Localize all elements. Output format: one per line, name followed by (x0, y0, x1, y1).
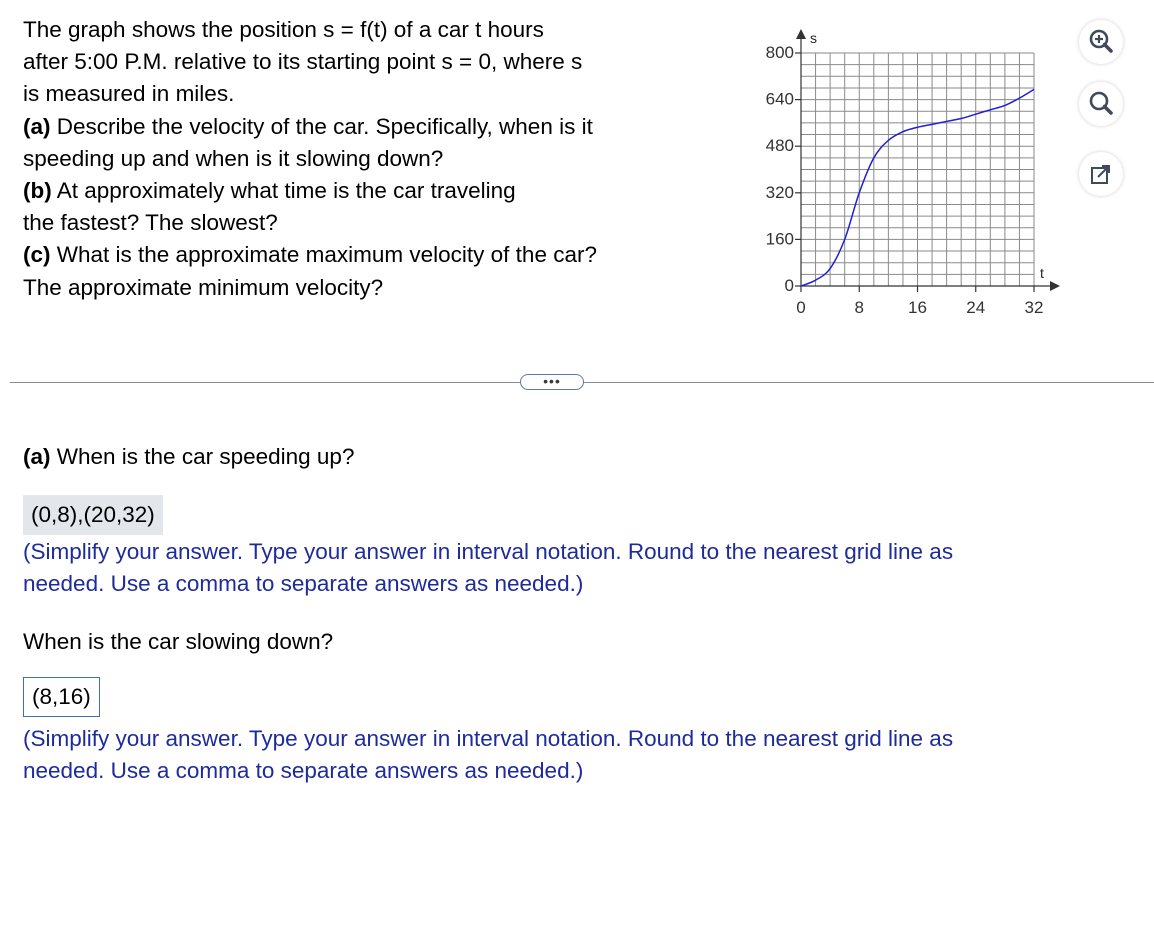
part-b-label: (b) (23, 178, 52, 204)
x-axis-arrow (1050, 281, 1060, 291)
question-text (23, 14, 723, 304)
question-line: after 5:00 P.M. relative to its starting point s = 0, where s (23, 49, 583, 75)
x-tick-label: 16 (908, 298, 927, 317)
speeding-up-prompt (23, 442, 354, 472)
y-tick-label: 160 (765, 229, 794, 249)
question-line: The graph shows the position s = f(t) of a car t hours (23, 17, 544, 42)
part-a-text: Describe the velocity of the car. Specifically, when is it (56, 113, 593, 139)
hint-line: needed. Use a comma to separate answers as needed.) (23, 571, 584, 596)
y-tick-label: 480 (765, 136, 794, 156)
x-tick-label: 0 (796, 298, 806, 317)
x-tick-label: 24 (966, 298, 986, 317)
position-graph (752, 20, 1072, 320)
part-c-text: What is the approximate maximum velocity of the car? (56, 242, 597, 268)
y-tick-label: 320 (765, 182, 794, 202)
y-tick-label: 0 (784, 276, 794, 295)
part-a-line: speeding up and when is it slowing down? (23, 145, 444, 171)
question-line: is measured in miles. (23, 81, 235, 107)
speeding-up-answer[interactable]: (0,8),(20,32) (23, 495, 163, 535)
zoom-out-button[interactable] (1079, 82, 1123, 126)
expand-more-button[interactable]: ••• (520, 374, 584, 390)
hint-line: (Simplify your answer. Type your answer in interval notation. Round to the nearest grid line as (23, 726, 954, 751)
y-tick-label: 640 (765, 89, 794, 109)
part-b-text: At approximately what time is the car traveling (56, 178, 516, 204)
hint-line: needed. Use a comma to separate answers as needed.) (23, 758, 584, 783)
x-axis-label: t (1040, 265, 1044, 281)
part-b-line: the fastest? The slowest? (23, 210, 278, 236)
y-axis-arrow (796, 29, 806, 39)
speeding-up-hint (23, 536, 1133, 600)
y-tick-label: 800 (765, 43, 794, 62)
slowing-down-hint (23, 723, 1133, 787)
zoom-in-button[interactable] (1079, 20, 1123, 64)
slowing-down-prompt: When is the car slowing down? (23, 629, 334, 654)
part-a-label: (a) (23, 113, 51, 139)
speeding-up-prompt-text: When is the car speeding up? (56, 444, 355, 469)
x-tick-label: 8 (854, 298, 864, 317)
part-c-line: The approximate minimum velocity? (23, 274, 384, 300)
popout-button[interactable] (1079, 152, 1123, 196)
open-new-window-icon (1090, 163, 1112, 185)
zoom-in-icon (1088, 29, 1114, 55)
y-axis-label: s (810, 30, 817, 46)
x-tick-label: 32 (1024, 298, 1044, 317)
prompt-part-label: (a) (23, 444, 51, 469)
part-c-line (23, 239, 723, 271)
part-b-line (23, 175, 723, 207)
zoom-out-icon (1088, 91, 1114, 117)
hint-line: (Simplify your answer. Type your answer in interval notation. Round to the nearest grid line as (23, 539, 954, 564)
part-a-line (23, 111, 723, 143)
part-c-label: (c) (23, 242, 51, 268)
slowing-down-answer[interactable]: (8,16) (23, 677, 100, 717)
